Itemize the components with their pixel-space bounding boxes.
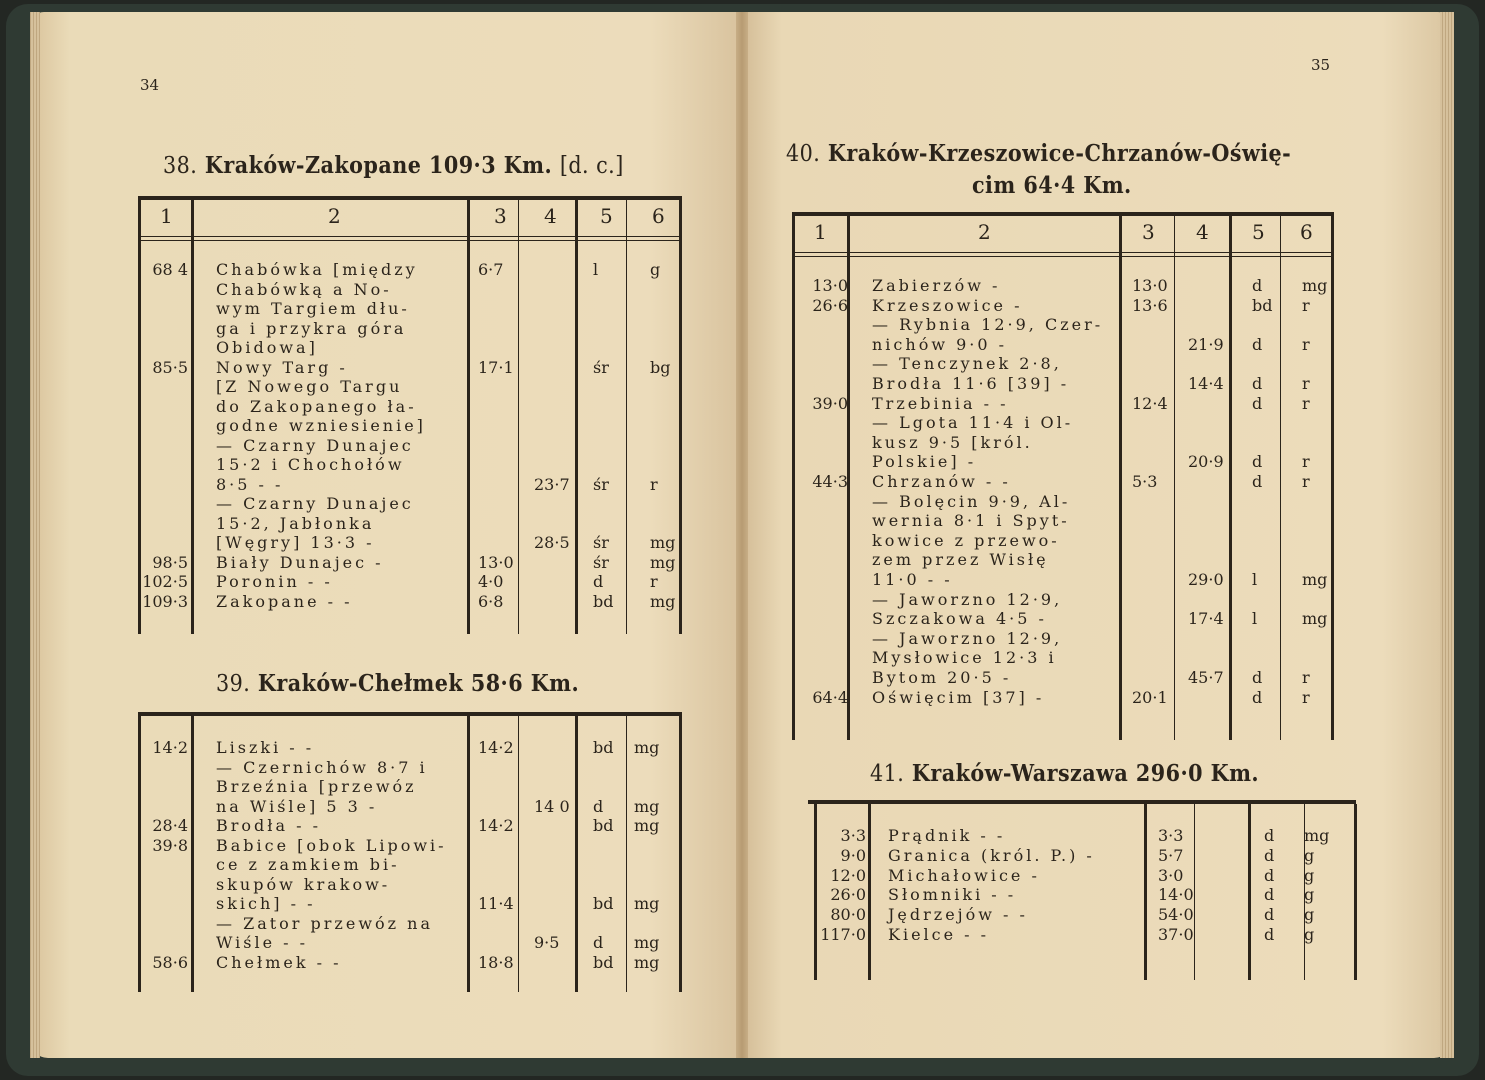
column-rule <box>868 804 871 980</box>
km-cell: 26·0 <box>830 885 866 905</box>
station-cell: Liszki - - <box>216 738 315 757</box>
station-cell: Trzebinia - - <box>872 393 1009 413</box>
km-cell: 117·0 <box>820 925 866 944</box>
station-cell: 15·2 i Chochołów <box>216 455 405 474</box>
station-cell: skupów krakow- <box>216 874 391 894</box>
route-41-title: Kraków-Warszawa 296·0 Km. <box>911 760 1260 787</box>
route-40-title-line2: cim 64·4 Km. <box>972 172 1132 199</box>
column-rule <box>1229 216 1232 740</box>
left-page-edges <box>30 12 40 1058</box>
station-cell: Chabówką a No- <box>216 279 392 299</box>
station-cell: wym Targiem dłu- <box>216 299 410 318</box>
type-cell: bd <box>593 894 614 913</box>
distance-cell: 13·0 <box>478 552 514 572</box>
terrain-cell: r <box>1302 393 1310 413</box>
column-rule <box>679 716 682 992</box>
terrain-cell: g <box>1304 845 1315 865</box>
type-cell: d <box>1252 334 1263 354</box>
station-cell: Zakopane - - <box>216 591 353 611</box>
distance-cell: 4·0 <box>478 572 504 591</box>
station-cell: — Czarny Dunajec <box>216 435 414 455</box>
station-cell: skich] - - <box>216 894 316 913</box>
column-rule <box>814 804 817 980</box>
route-38-table <box>138 196 682 634</box>
type-cell: śr <box>593 357 609 377</box>
header-cell-3: 3 <box>1142 220 1155 244</box>
km-cell: 12·0 <box>830 865 866 885</box>
station-cell: Babice [obok Lipowi- <box>216 835 447 855</box>
distance-cell: 13·0 <box>1132 276 1168 295</box>
station-cell: — Tenczynek 2·8, <box>872 354 1062 374</box>
column-rule <box>191 716 194 992</box>
station-cell: godne wzniesienie] <box>216 416 426 435</box>
distance-cell: 17·1 <box>478 357 514 377</box>
km-cell: 68 4 <box>152 260 188 279</box>
km-cell: 26·6 <box>812 295 848 315</box>
column-rule <box>679 200 682 634</box>
route-41-heading <box>870 760 1259 787</box>
terrain-cell: mg <box>1302 609 1328 629</box>
page-number-left: 34 <box>140 76 160 94</box>
station-cell: Granica (król. P.) - <box>888 845 1095 865</box>
column-rule <box>626 200 627 634</box>
right-page-edges <box>1440 12 1454 1058</box>
km-cell: 98·5 <box>152 552 188 572</box>
column-rule <box>575 716 578 992</box>
station-cell: — Zator przewóz na <box>216 913 434 933</box>
book-spine <box>736 12 748 1058</box>
column-rule <box>1144 804 1147 980</box>
station-cell: Oświęcim [37] - <box>872 687 1045 707</box>
terrain-cell: mg <box>634 952 660 972</box>
distance-cell: 14·2 <box>478 816 514 835</box>
type-cell: bd <box>593 952 614 972</box>
branch-cell: 20·9 <box>1188 452 1224 472</box>
station-cell: Wiśle - - <box>216 933 309 952</box>
station-cell: ce z zamkiem bi- <box>216 855 400 874</box>
station-cell: Obidowa] <box>216 338 318 357</box>
terrain-cell: r <box>650 474 658 494</box>
route-39-number: 39. <box>216 671 251 697</box>
type-cell: bd <box>1252 295 1273 315</box>
distance-cell: 11·4 <box>478 894 514 913</box>
station-cell: Jędrzejów - - <box>888 905 1028 925</box>
header-rule <box>792 256 1334 257</box>
header-cell-3: 3 <box>494 204 507 228</box>
distance-cell: 12·4 <box>1132 393 1168 413</box>
terrain-cell: r <box>1302 374 1310 393</box>
column-rule <box>1331 216 1334 740</box>
km-cell: 85·5 <box>152 357 188 377</box>
station-cell: Poronin - - <box>216 572 333 591</box>
station-cell: — Czernichów 8·7 i <box>216 757 428 777</box>
branch-cell: 29·0 <box>1188 570 1224 589</box>
type-cell: d <box>1252 668 1263 687</box>
km-cell: 28·4 <box>152 816 188 835</box>
distance-cell: 20·1 <box>1132 687 1168 707</box>
route-41-number: 41. <box>870 761 905 787</box>
station-cell: Chabówka [między <box>216 260 418 279</box>
km-cell: 39·0 <box>812 393 848 413</box>
station-cell: do Zakopanego ła- <box>216 396 417 416</box>
station-cell: kowice z przewo- <box>872 530 1060 550</box>
type-cell: bd <box>593 816 614 835</box>
route-40-number: 40. <box>786 141 821 167</box>
type-cell: d <box>1252 472 1263 491</box>
route-39-table <box>138 712 682 992</box>
type-cell: d <box>1264 905 1275 925</box>
terrain-cell: g <box>1304 925 1315 944</box>
km-cell: 80·0 <box>830 905 866 925</box>
column-rule <box>518 200 519 634</box>
terrain-cell: g <box>650 260 661 279</box>
type-cell: śr <box>593 533 609 552</box>
distance-cell: 3·3 <box>1158 826 1184 845</box>
terrain-cell: g <box>1304 905 1315 925</box>
distance-cell: 6·8 <box>478 591 504 611</box>
terrain-cell: r <box>1302 472 1310 491</box>
terrain-cell: r <box>1302 295 1310 315</box>
column-rule <box>1354 804 1357 980</box>
terrain-cell: mg <box>634 796 660 816</box>
header-cell-4: 4 <box>1196 220 1209 244</box>
terrain-cell: mg <box>1302 276 1328 295</box>
type-cell: d <box>1252 687 1263 707</box>
column-rule <box>467 716 470 992</box>
terrain-cell: mg <box>650 533 676 552</box>
type-cell: d <box>1264 925 1275 944</box>
type-cell: bd <box>593 591 614 611</box>
station-cell: Brzeźnia [przewóz <box>216 777 417 796</box>
type-cell: l <box>1252 570 1258 589</box>
terrain-cell: mg <box>1304 826 1330 845</box>
station-cell: Nowy Targ - <box>216 357 348 377</box>
column-rule <box>138 716 141 992</box>
station-cell: — Jaworzno 12·9, <box>872 628 1063 648</box>
column-rule <box>467 200 470 634</box>
header-rule <box>138 236 682 237</box>
column-rule <box>1248 804 1251 980</box>
type-cell: bd <box>593 738 614 757</box>
route-39-title: Kraków-Chełmek 58·6 Km. <box>257 670 580 697</box>
km-cell: 102·5 <box>142 572 188 591</box>
branch-cell: 45·7 <box>1188 668 1224 687</box>
distance-cell: 6·7 <box>478 260 504 279</box>
distance-cell: 54·0 <box>1158 905 1194 925</box>
distance-cell: 5·7 <box>1158 845 1184 865</box>
distance-cell: 37·0 <box>1158 925 1194 944</box>
km-cell: 39·8 <box>152 835 188 855</box>
station-cell: Brodła - - <box>216 816 321 835</box>
column-rule <box>518 716 519 992</box>
km-cell: 64·4 <box>812 687 848 707</box>
type-cell: d <box>593 796 604 816</box>
type-cell: śr <box>593 552 609 572</box>
column-rule <box>575 200 578 634</box>
distance-cell: 13·6 <box>1132 295 1168 315</box>
station-cell: ga i przykra góra <box>216 318 407 338</box>
route-38-suffix: [d. c.] <box>559 153 624 179</box>
header-cell-5: 5 <box>600 204 613 228</box>
type-cell: d <box>1264 826 1275 845</box>
station-cell: wernia 8·1 i Spyt- <box>872 511 1070 531</box>
terrain-cell: g <box>1304 885 1315 905</box>
station-cell: Bytom 20·5 - <box>872 668 1012 687</box>
station-cell: 11·0 - - <box>872 570 953 589</box>
station-cell: Mysłowice 12·3 i <box>872 648 1057 668</box>
station-cell: — Rybnia 12·9, Czer- <box>872 315 1104 335</box>
distance-cell: 18·8 <box>478 952 514 972</box>
column-rule <box>138 200 141 634</box>
type-cell: d <box>1252 374 1263 393</box>
column-rule <box>626 716 627 992</box>
km-cell: 44·3 <box>812 472 848 491</box>
terrain-cell: r <box>1302 334 1310 354</box>
station-cell: — Jaworzno 12·9, <box>872 589 1063 609</box>
branch-cell: 28·5 <box>534 533 570 552</box>
distance-cell: 3·0 <box>1158 865 1184 885</box>
terrain-cell: mg <box>1302 570 1328 589</box>
header-cell-6: 6 <box>1300 220 1313 244</box>
type-cell: d <box>1252 452 1263 472</box>
terrain-cell: mg <box>650 552 676 572</box>
type-cell: d <box>1252 393 1263 413</box>
header-rule <box>792 252 1334 253</box>
type-cell: l <box>1252 609 1258 629</box>
header-cell-2: 2 <box>978 220 991 244</box>
station-cell: Kielce - - <box>888 925 990 944</box>
terrain-cell: r <box>1302 668 1310 687</box>
type-cell: d <box>1264 845 1275 865</box>
type-cell: d <box>593 572 604 591</box>
route-40-heading <box>786 140 1291 167</box>
station-cell: Biały Dunajec - <box>216 552 384 572</box>
station-cell: na Wiśle] 5 3 - <box>216 796 378 816</box>
route-38-number: 38. <box>163 153 198 179</box>
branch-cell: 21·9 <box>1188 334 1224 354</box>
station-cell: Krzeszowice - <box>872 295 1023 315</box>
km-cell: 9·0 <box>840 845 866 865</box>
station-cell: Szczakowa 4·5 - <box>872 609 1047 629</box>
distance-cell: 5·3 <box>1132 472 1158 491</box>
type-cell: l <box>593 260 599 279</box>
terrain-cell: mg <box>634 933 660 952</box>
station-cell: Prądnik - - <box>888 826 1006 845</box>
page-number-right: 35 <box>1311 56 1331 74</box>
station-cell: 15·2, Jabłonka <box>216 513 375 533</box>
distance-cell: 14·2 <box>478 738 514 757</box>
route-40-title-line1: Kraków-Krzeszowice-Chrzanów-Oświę- <box>827 140 1292 167</box>
route-40-table <box>792 212 1334 740</box>
km-cell: 109·3 <box>142 591 188 611</box>
station-cell: — Czarny Dunajec <box>216 494 414 513</box>
km-cell: 3·3 <box>840 826 866 845</box>
header-cell-6: 6 <box>652 204 665 228</box>
branch-cell: 23·7 <box>534 474 570 494</box>
station-cell: Polskie] - <box>872 452 977 472</box>
station-cell: Chełmek - - <box>216 952 342 972</box>
type-cell: d <box>1264 885 1275 905</box>
km-cell: 14·2 <box>152 738 188 757</box>
station-cell: zem przez Wisłę <box>872 550 1049 570</box>
header-cell-2: 2 <box>328 204 341 228</box>
column-rule <box>1119 216 1122 740</box>
km-cell: 13·0 <box>812 276 848 295</box>
branch-cell: 14 0 <box>534 796 570 816</box>
header-rule <box>138 240 682 241</box>
column-rule <box>1280 216 1281 740</box>
column-rule <box>792 216 795 740</box>
route-40-heading-line2 <box>972 172 1132 199</box>
column-rule <box>1174 216 1175 740</box>
route-38-title: Kraków-Zakopane 109·3 Km. <box>204 152 553 179</box>
station-cell: kusz 9·5 [król. <box>872 432 1033 452</box>
station-cell: Słomniki - - <box>888 885 1017 905</box>
distance-cell: 14·0 <box>1158 885 1194 905</box>
station-cell: nichów 9·0 - <box>872 334 1008 354</box>
station-cell: Zabierzów - <box>872 276 1001 295</box>
route-39-heading <box>216 670 579 697</box>
station-cell: Michałowice - <box>888 865 1040 885</box>
terrain-cell: mg <box>634 894 660 913</box>
station-cell: Chrzanów - - <box>872 472 1011 491</box>
terrain-cell: r <box>650 572 658 591</box>
station-cell: [Węgry] 13·3 - <box>216 533 375 552</box>
header-cell-1: 1 <box>160 204 173 228</box>
station-cell: — Lgota 11·4 i Ol- <box>872 413 1074 433</box>
type-cell: śr <box>593 474 609 494</box>
station-cell: Brodła 11·6 [39] - <box>872 374 1070 393</box>
terrain-cell: mg <box>634 738 660 757</box>
route-41-table <box>808 800 1356 980</box>
terrain-cell: r <box>1302 452 1310 472</box>
column-rule <box>1194 804 1195 980</box>
station-cell: 8·5 - - <box>216 474 284 494</box>
branch-cell: 17·4 <box>1188 609 1224 629</box>
header-cell-5: 5 <box>1252 220 1265 244</box>
column-rule <box>191 200 194 634</box>
type-cell: d <box>1264 865 1275 885</box>
branch-cell: 14·4 <box>1188 374 1224 393</box>
terrain-cell: bg <box>650 357 671 377</box>
type-cell: d <box>593 933 604 952</box>
terrain-cell: g <box>1304 865 1315 885</box>
branch-cell: 9·5 <box>534 933 560 952</box>
km-cell: 58·6 <box>152 952 188 972</box>
terrain-cell: mg <box>650 591 676 611</box>
header-cell-4: 4 <box>544 204 557 228</box>
terrain-cell: mg <box>634 816 660 835</box>
header-cell-1: 1 <box>814 220 827 244</box>
route-38-heading <box>163 152 624 179</box>
terrain-cell: r <box>1302 687 1310 707</box>
station-cell: [Z Nowego Targu <box>216 377 403 396</box>
type-cell: d <box>1252 276 1263 295</box>
station-cell: — Bolęcin 9·9, Al- <box>872 491 1071 511</box>
